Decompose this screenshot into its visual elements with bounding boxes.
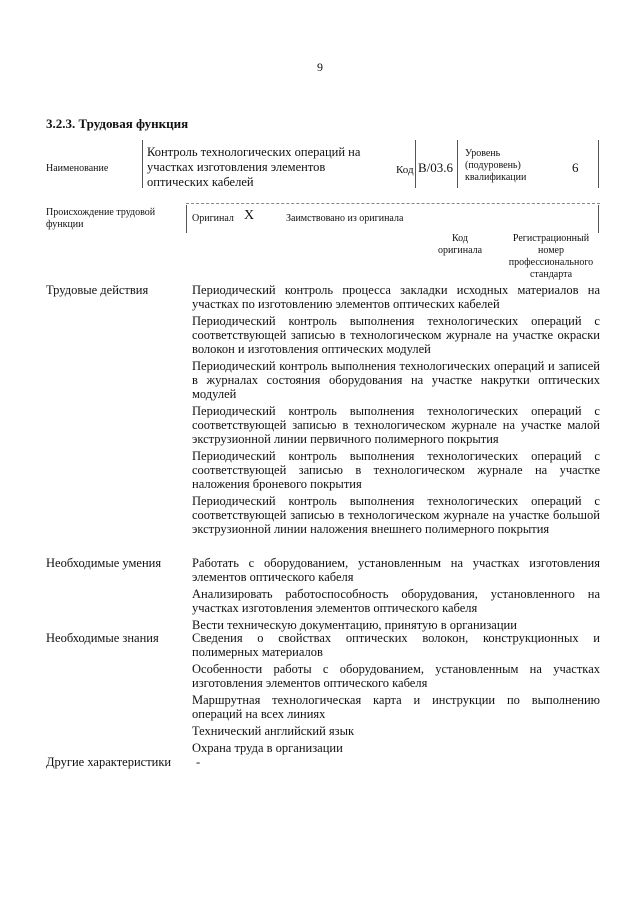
origin-box-right-border (598, 205, 599, 233)
code-box-left-border (415, 140, 416, 188)
list-item: Периодический контроль выполнения технологических операций с соответствующей записью в технологическом журнале на участке малой экструзионной линии первичного полимерного покрытия (192, 404, 600, 446)
borrowed-label: Заимствовано из оригинала (286, 213, 404, 224)
name-box-left-border (142, 140, 143, 188)
level-value: 6 (572, 160, 579, 175)
name-label: Наименование (46, 163, 109, 174)
list-item: Периодический контроль выполнения технологических операций и записей в журналах состояния оборудования на участке накрутки оптических модулей (192, 359, 600, 401)
list-item: Периодический контроль выполнения технологических операций с соответствующей записью в технологическом журнале на участке наложения броневого покрытия (192, 449, 600, 491)
list-item: Анализировать работоспособность оборудования, установленного на участках изготовления элементов оптического кабеля (192, 587, 600, 615)
level-label: Уровень (подуровень) квалификации (465, 148, 527, 183)
skills-label: Необходимые умения (46, 556, 162, 570)
list-item: Сведения о свойствах оптических волокон, конструкционных и полимерных материалов (192, 631, 600, 659)
labor-actions-label: Трудовые действия (46, 283, 149, 297)
origin-top-dashed-line (186, 203, 600, 204)
code-value: B/03.6 (418, 160, 454, 175)
other-characteristics-value: - (196, 755, 201, 769)
list-item: Охрана труда в организации (192, 741, 343, 755)
original-mark: X (244, 208, 255, 223)
list-item: Технический английский язык (192, 724, 355, 738)
list-item: Работать с оборудованием, установленным на участках изготовления элементов оптического кабеля (192, 556, 600, 584)
section-title: 3.2.3. Трудовая функция (46, 116, 189, 131)
list-item: Периодический контроль выполнения технологических операций с соответствующей записью в технологическом журнале на участке окраски волокон и изготовления оптических модулей (192, 314, 600, 356)
list-item: Маршрутная технологическая карта и инструкции по выполнению операций на всех линиях (192, 693, 600, 721)
other-characteristics-label: Другие характеристики (46, 755, 172, 769)
list-item: Периодический контроль выполнения технологических операций с соответствующей записью в технологическом журнале на участке большой экструзионной линии наложения внешнего полимерного покрытия (192, 494, 600, 536)
knowledge-label: Необходимые знания (46, 631, 159, 645)
original-label: Оригинал (192, 213, 234, 224)
origin-box-left-border (186, 205, 187, 233)
page-number: 9 (317, 60, 323, 74)
list-item: Особенности работы с оборудованием, установленным на участках изготовления элементов оптического кабеля (192, 662, 600, 690)
knowledge-list (192, 631, 600, 758)
reg-number-label: Регистрационный номер профессионального стандарта (508, 233, 594, 280)
skills-list (192, 556, 600, 635)
labor-actions-list (192, 283, 600, 539)
level-box-right-border (598, 140, 599, 188)
code-box-right-border (457, 140, 458, 188)
code-label: Код (396, 164, 414, 176)
list-item: Периодический контроль процесса закладки исходных материалов на участках по изготовлению элементов оптических кабелей (192, 283, 600, 311)
code-original-label: Код оригинала (437, 233, 483, 256)
list-item: Вести техническую документацию, принятую в организации (192, 618, 517, 632)
name-value: Контроль технологических операций на участках изготовления элементов оптических кабелей (147, 145, 361, 189)
origin-label: Происхождение трудовой функции (46, 207, 156, 230)
